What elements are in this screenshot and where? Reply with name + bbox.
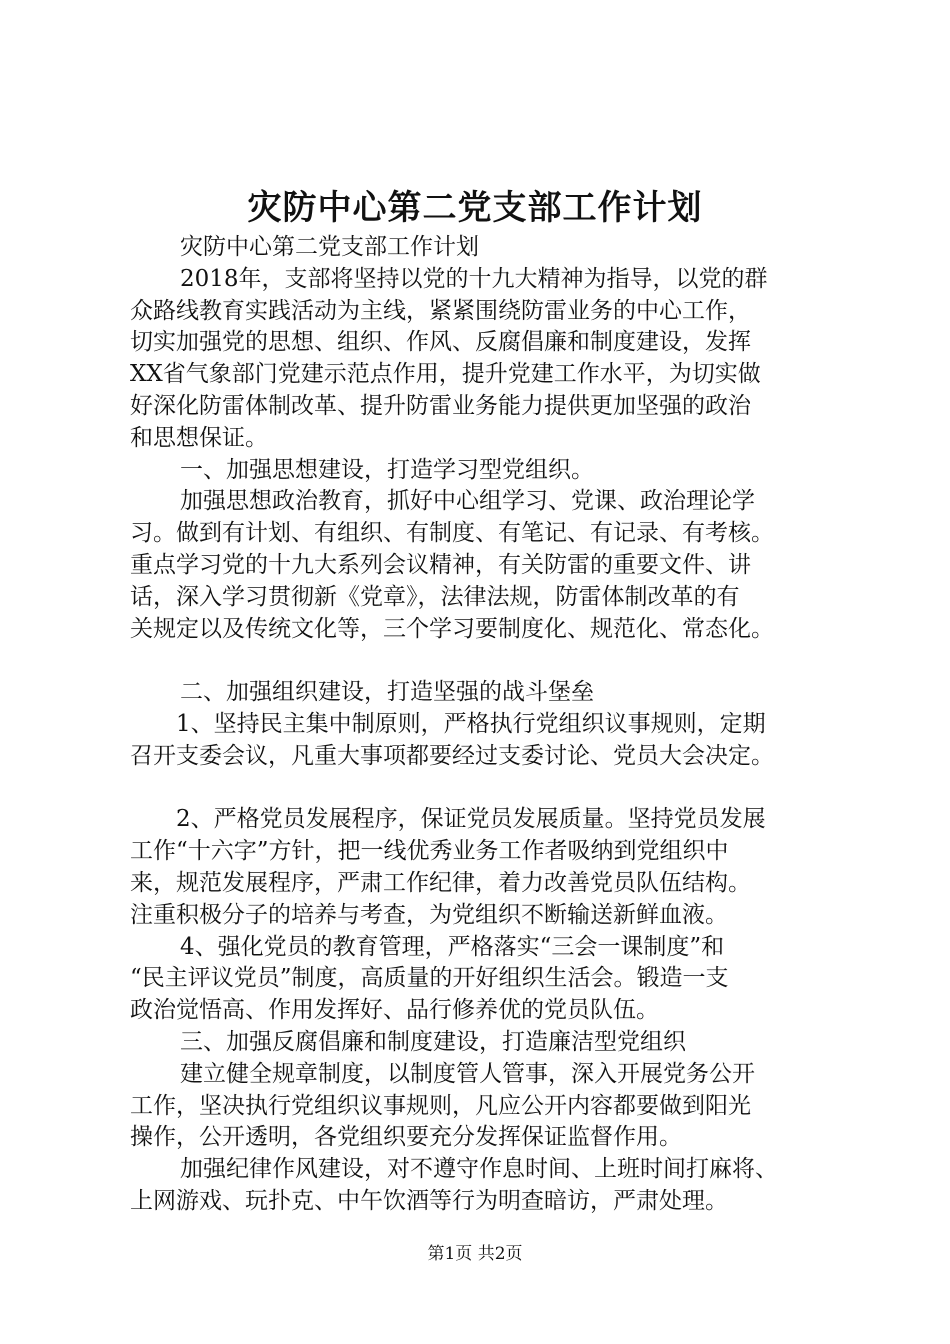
body-line: 4、强化党员的教育管理，严格落实“三会一课制度”和 (180, 933, 725, 960)
body-line: 政治觉悟高、作用发挥好、品行修养优的党员队伍。 (130, 997, 659, 1024)
section-heading: 三、加强反腐倡廉和制度建设，打造廉洁型党组织 (180, 1028, 686, 1055)
body-line: 众路线教育实践活动为主线，紧紧围绕防雷业务的中心工作， (130, 297, 751, 324)
body-line: 加强纪律作风建设，对不遵守作息时间、上班时间打麻将、 (180, 1156, 778, 1183)
body-line: 关规定以及传统文化等，三个学习要制度化、规范化、常态化。 (130, 615, 774, 642)
page-footer: 第1页 共2页 (427, 1244, 523, 1264)
body-line: 建立健全规章制度，以制度管人管事，深入开展党务公开 (180, 1060, 755, 1087)
document-body (130, 232, 830, 1218)
body-line: “民主评议党员”制度，高质量的开好组织生活会。锻造一支 (130, 965, 729, 992)
body-line: 召开支委会议，凡重大事项都要经过支委讨论、党员大会决定。 (130, 742, 774, 769)
body-line: 2018年，支部将坚持以党的十九大精神为指导，以党的群 (180, 265, 768, 292)
blank-line (130, 773, 830, 805)
body-line: 好深化防雷体制改革、提升防雷业务能力提供更加坚强的政治 (130, 392, 751, 419)
body-line: 工作，坚决执行党组织议事规则，凡应公开内容都要做到阳光 (130, 1092, 751, 1119)
body-line: 习。做到有计划、有组织、有制度、有笔记、有记录、有考核。 (130, 520, 774, 547)
body-line: 2、严格党员发展程序，保证党员发展质量。坚持党员发展 (176, 806, 766, 833)
body-line: 重点学习党的十九大系列会议精神，有关防雷的重要文件、讲 (130, 551, 751, 578)
body-line: 灾防中心第二党支部工作计划 (180, 234, 479, 260)
body-line: 话，深入学习贯彻新《党章》，法律法规，防雷体制改革的有 (130, 583, 740, 610)
body-line: 和思想保证。 (130, 424, 268, 451)
section-heading: 一、加强思想建设，打造学习型党组织。 (180, 456, 594, 483)
section-heading: 二、加强组织建设，打造坚强的战斗堡垒 (180, 679, 594, 706)
body-line: 来，规范发展程序，严肃工作纪律，着力改善党员队伍结构。 (130, 869, 751, 896)
body-line: 注重积极分子的培养与考查，为党组织不断输送新鲜血液。 (130, 901, 728, 928)
body-line: 加强思想政治教育，抓好中心组学习、党课、政治理论学 (180, 488, 755, 515)
blank-line (130, 645, 830, 677)
document-title: 灾防中心第二党支部工作计划 (247, 188, 703, 228)
body-line: 1、坚持民主集中制原则，严格执行党组织议事规则，定期 (176, 710, 766, 737)
body-line: 切实加强党的思想、组织、作风、反腐倡廉和制度建设，发挥 (130, 329, 751, 356)
body-line: 上网游戏、玩扑克、中午饮酒等行为明查暗访，严肃处理。 (130, 1187, 728, 1214)
body-line: 工作“十六字”方针，把一线优秀业务工作者吸纳到党组织中 (130, 838, 729, 865)
body-line: 操作，公开透明，各党组织要充分发挥保证监督作用。 (130, 1124, 682, 1151)
body-line: XX省气象部门党建示范点作用，提升党建工作水平，为切实做 (130, 361, 761, 388)
